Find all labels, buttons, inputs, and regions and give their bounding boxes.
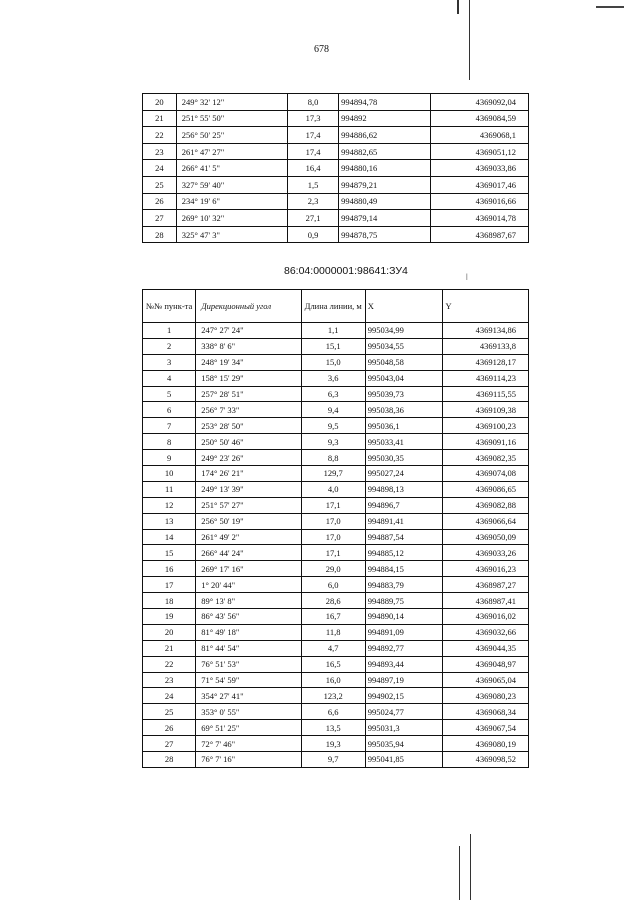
cell-x: 994893,44 <box>365 656 443 672</box>
cell-x: 994882,65 <box>339 143 431 160</box>
cell-point-number: 24 <box>143 160 177 177</box>
cell-direction-angle: 158° 15' 29" <box>196 370 301 386</box>
cell-y: 4368987,27 <box>443 577 529 593</box>
cell-point-number: 5 <box>143 386 196 402</box>
cell-point-number: 16 <box>143 561 196 577</box>
cell-line-length: 17,0 <box>301 529 365 545</box>
cell-line-length: 17,1 <box>301 545 365 561</box>
cell-y: 4369084,59 <box>431 110 529 127</box>
cell-point-number: 28 <box>143 226 177 243</box>
cell-y: 4369134,86 <box>443 323 529 339</box>
table-row <box>143 688 529 704</box>
table-row <box>143 704 529 720</box>
cell-point-number: 20 <box>143 94 177 111</box>
table-header <box>143 290 529 323</box>
cell-x: 995030,35 <box>365 450 443 466</box>
cell-x: 995039,73 <box>365 386 443 402</box>
cell-point-number: 21 <box>143 110 177 127</box>
table-row <box>143 160 529 177</box>
cell-direction-angle: 249° 13' 39" <box>196 481 301 497</box>
cell-y: 4369033,26 <box>443 545 529 561</box>
cell-direction-angle: 327° 59' 40" <box>176 176 287 193</box>
cell-line-length: 9,4 <box>301 402 365 418</box>
cell-line-length: 8,0 <box>287 94 338 111</box>
cell-line-length: 29,0 <box>301 561 365 577</box>
cell-direction-angle: 354° 27' 41" <box>196 688 301 704</box>
cell-y: 4369051,12 <box>431 143 529 160</box>
table-row <box>143 752 529 768</box>
cell-line-length: 0,9 <box>287 226 338 243</box>
scan-artifact-line <box>469 0 470 80</box>
cell-point-number: 23 <box>143 143 177 160</box>
cell-direction-angle: 250° 50' 46" <box>196 434 301 450</box>
cell-line-length: 17,4 <box>287 143 338 160</box>
cell-point-number: 10 <box>143 466 196 482</box>
table-row <box>143 577 529 593</box>
cell-x: 994896,7 <box>365 497 443 513</box>
cell-line-length: 3,6 <box>301 370 365 386</box>
parcel-cadastral-id: 86:04:0000001:98641:ЗУ4 <box>284 265 408 277</box>
table-row <box>143 640 529 656</box>
cell-line-length: 6,3 <box>301 386 365 402</box>
table-row <box>143 450 529 466</box>
cell-y: 4369016,23 <box>443 561 529 577</box>
cell-point-number: 11 <box>143 481 196 497</box>
cell-x: 994887,54 <box>365 529 443 545</box>
cell-point-number: 4 <box>143 370 196 386</box>
cell-line-length: 8,8 <box>301 450 365 466</box>
cell-y: 4368987,41 <box>443 593 529 609</box>
cell-y: 4369050,09 <box>443 529 529 545</box>
cell-line-length: 129,7 <box>301 466 365 482</box>
cell-x: 994879,14 <box>339 210 431 227</box>
table-row <box>143 402 529 418</box>
cell-direction-angle: 89° 13' 8" <box>196 593 301 609</box>
cell-line-length: 1,1 <box>301 323 365 339</box>
cell-direction-angle: 269° 10' 32" <box>176 210 287 227</box>
cell-x: 995041,85 <box>365 752 443 768</box>
cell-direction-angle: 325° 47' 3" <box>176 226 287 243</box>
cell-line-length: 17,1 <box>301 497 365 513</box>
scan-artifact-line <box>457 0 459 14</box>
cell-line-length: 16,0 <box>301 672 365 688</box>
header-y: Y <box>443 290 529 323</box>
cell-point-number: 8 <box>143 434 196 450</box>
cell-point-number: 23 <box>143 672 196 688</box>
cell-direction-angle: 1° 20' 44" <box>196 577 301 593</box>
cell-line-length: 1,5 <box>287 176 338 193</box>
cell-direction-angle: 253° 28' 50" <box>196 418 301 434</box>
cell-point-number: 6 <box>143 402 196 418</box>
table-body <box>143 323 529 768</box>
cell-point-number: 12 <box>143 497 196 513</box>
cell-x: 995048,58 <box>365 354 443 370</box>
cell-y: 4369080,23 <box>443 688 529 704</box>
cell-line-length: 15,0 <box>301 354 365 370</box>
table-row <box>143 609 529 625</box>
cell-y: 4369016,02 <box>443 609 529 625</box>
cell-direction-angle: 338° 8' 6" <box>196 338 301 354</box>
cell-line-length: 15,1 <box>301 338 365 354</box>
cell-point-number: 20 <box>143 624 196 640</box>
cell-point-number: 27 <box>143 736 196 752</box>
cell-y: 4369128,17 <box>443 354 529 370</box>
table-row <box>143 323 529 339</box>
cell-y: 4369091,16 <box>443 434 529 450</box>
cell-x: 995024,77 <box>365 704 443 720</box>
cell-x: 994880,16 <box>339 160 431 177</box>
header-point-number: №№ пунк-та <box>143 290 196 323</box>
cell-direction-angle: 248° 19' 34" <box>196 354 301 370</box>
cell-x: 994897,19 <box>365 672 443 688</box>
cell-y: 4369016,66 <box>431 193 529 210</box>
cell-line-length: 28,6 <box>301 593 365 609</box>
cell-y: 4369068,34 <box>443 704 529 720</box>
cell-x: 994892 <box>339 110 431 127</box>
cell-y: 4369068,1 <box>431 127 529 144</box>
cell-x: 994894,78 <box>339 94 431 111</box>
cell-direction-angle: 69° 51' 25" <box>196 720 301 736</box>
cell-y: 4368987,67 <box>431 226 529 243</box>
cell-point-number: 25 <box>143 704 196 720</box>
table-row <box>143 497 529 513</box>
cell-y: 4369082,35 <box>443 450 529 466</box>
cell-y: 4369098,52 <box>443 752 529 768</box>
cell-y: 4369017,46 <box>431 176 529 193</box>
cell-x: 995034,55 <box>365 338 443 354</box>
cell-y: 4369080,19 <box>443 736 529 752</box>
cell-x: 994883,79 <box>365 577 443 593</box>
cell-line-length: 6,6 <box>301 704 365 720</box>
header-x: X <box>365 290 443 323</box>
table-row <box>143 127 529 144</box>
cell-point-number: 19 <box>143 609 196 625</box>
cell-y: 4369086,65 <box>443 481 529 497</box>
cell-direction-angle: 261° 49' 2" <box>196 529 301 545</box>
cell-direction-angle: 261° 47' 27" <box>176 143 287 160</box>
cell-point-number: 7 <box>143 418 196 434</box>
table-row <box>143 226 529 243</box>
cell-y: 4369048,97 <box>443 656 529 672</box>
cell-x: 994890,14 <box>365 609 443 625</box>
page-number: 678 <box>314 44 329 55</box>
table-row <box>143 720 529 736</box>
cell-point-number: 22 <box>143 656 196 672</box>
cell-y: 4369074,08 <box>443 466 529 482</box>
cell-direction-angle: 256° 50' 19" <box>196 513 301 529</box>
cell-y: 4369114,23 <box>443 370 529 386</box>
cell-y: 4369033,86 <box>431 160 529 177</box>
cell-point-number: 21 <box>143 640 196 656</box>
cell-direction-angle: 353° 0' 55" <box>196 704 301 720</box>
cell-line-length: 19,3 <box>301 736 365 752</box>
cell-x: 994885,12 <box>365 545 443 561</box>
cell-y: 4369092,04 <box>431 94 529 111</box>
cell-line-length: 9,7 <box>301 752 365 768</box>
cell-line-length: 13,5 <box>301 720 365 736</box>
table-row <box>143 143 529 160</box>
cell-direction-angle: 251° 57' 27" <box>196 497 301 513</box>
table-row <box>143 386 529 402</box>
cell-x: 994898,13 <box>365 481 443 497</box>
cell-direction-angle: 174° 26' 21" <box>196 466 301 482</box>
table-row <box>143 434 529 450</box>
cell-x: 995027,24 <box>365 466 443 482</box>
cell-x: 994891,09 <box>365 624 443 640</box>
cell-line-length: 11,8 <box>301 624 365 640</box>
cell-y: 4369065,04 <box>443 672 529 688</box>
scan-tick-mark: ǀ <box>466 272 468 282</box>
table-row <box>143 193 529 210</box>
cell-x: 994880,49 <box>339 193 431 210</box>
cell-direction-angle: 249° 32' 12" <box>176 94 287 111</box>
cell-point-number: 15 <box>143 545 196 561</box>
cell-direction-angle: 256° 50' 25" <box>176 127 287 144</box>
cell-point-number: 17 <box>143 577 196 593</box>
table-row <box>143 561 529 577</box>
cell-line-length: 9,3 <box>301 434 365 450</box>
cell-point-number: 1 <box>143 323 196 339</box>
cell-line-length: 16,5 <box>301 656 365 672</box>
cell-point-number: 25 <box>143 176 177 193</box>
cell-direction-angle: 266° 44' 24" <box>196 545 301 561</box>
table-row <box>143 736 529 752</box>
cell-line-length: 6,0 <box>301 577 365 593</box>
cell-point-number: 3 <box>143 354 196 370</box>
cell-point-number: 2 <box>143 338 196 354</box>
scan-artifact-line <box>470 834 471 900</box>
table-row <box>143 94 529 111</box>
header-line-length: Длина линии, м <box>301 290 365 323</box>
cell-direction-angle: 72° 7' 46" <box>196 736 301 752</box>
cell-line-length: 123,2 <box>301 688 365 704</box>
table-row <box>143 513 529 529</box>
cell-y: 4369115,55 <box>443 386 529 402</box>
cell-direction-angle: 76° 51' 53" <box>196 656 301 672</box>
table-row <box>143 176 529 193</box>
cell-x: 995034,99 <box>365 323 443 339</box>
cell-point-number: 28 <box>143 752 196 768</box>
cell-line-length: 2,3 <box>287 193 338 210</box>
cell-y: 4369133,8 <box>443 338 529 354</box>
cell-y: 4369100,23 <box>443 418 529 434</box>
cell-x: 994902,15 <box>365 688 443 704</box>
cell-direction-angle: 81° 44' 54" <box>196 640 301 656</box>
cell-line-length: 16,7 <box>301 609 365 625</box>
cell-line-length: 9,5 <box>301 418 365 434</box>
cell-x: 994892,77 <box>365 640 443 656</box>
table-row <box>143 210 529 227</box>
cell-x: 995035,94 <box>365 736 443 752</box>
table-row <box>143 466 529 482</box>
cell-direction-angle: 234° 19' 6" <box>176 193 287 210</box>
table-body <box>143 94 529 243</box>
table-row <box>143 370 529 386</box>
cell-line-length: 17,0 <box>301 513 365 529</box>
table-row <box>143 338 529 354</box>
cell-point-number: 27 <box>143 210 177 227</box>
cell-point-number: 9 <box>143 450 196 466</box>
cell-y: 4369109,38 <box>443 402 529 418</box>
cell-direction-angle: 247° 27' 24" <box>196 323 301 339</box>
coordinates-table <box>142 289 529 768</box>
coordinates-table-continued <box>142 93 529 243</box>
table-row <box>143 110 529 127</box>
cell-y: 4369082,88 <box>443 497 529 513</box>
cell-direction-angle: 81° 49' 18" <box>196 624 301 640</box>
table-row <box>143 593 529 609</box>
table-row <box>143 529 529 545</box>
cell-direction-angle: 76° 7' 16" <box>196 752 301 768</box>
cell-y: 4369067,54 <box>443 720 529 736</box>
cell-point-number: 24 <box>143 688 196 704</box>
table-row <box>143 545 529 561</box>
cell-line-length: 4,7 <box>301 640 365 656</box>
table-row <box>143 672 529 688</box>
cell-line-length: 17,4 <box>287 127 338 144</box>
cell-x: 995038,36 <box>365 402 443 418</box>
cell-x: 994879,21 <box>339 176 431 193</box>
table-row <box>143 481 529 497</box>
cell-direction-angle: 256° 7' 33" <box>196 402 301 418</box>
cell-point-number: 26 <box>143 720 196 736</box>
table-row <box>143 656 529 672</box>
cell-point-number: 26 <box>143 193 177 210</box>
scan-artifact-mark <box>596 6 624 8</box>
cell-x: 994891,41 <box>365 513 443 529</box>
cell-x: 994878,75 <box>339 226 431 243</box>
cell-direction-angle: 257° 28' 51" <box>196 386 301 402</box>
cell-direction-angle: 249° 23' 26" <box>196 450 301 466</box>
header-row <box>143 290 529 323</box>
cell-x: 994884,15 <box>365 561 443 577</box>
cell-line-length: 17,3 <box>287 110 338 127</box>
cell-point-number: 22 <box>143 127 177 144</box>
cell-x: 995043,04 <box>365 370 443 386</box>
cell-point-number: 14 <box>143 529 196 545</box>
cell-x: 995033,41 <box>365 434 443 450</box>
cell-point-number: 13 <box>143 513 196 529</box>
cell-point-number: 18 <box>143 593 196 609</box>
scan-artifact-line <box>459 846 460 900</box>
cell-y: 4369066,64 <box>443 513 529 529</box>
table-row <box>143 418 529 434</box>
cell-x: 994886,62 <box>339 127 431 144</box>
cell-x: 994889,75 <box>365 593 443 609</box>
cell-y: 4369032,66 <box>443 624 529 640</box>
cell-direction-angle: 71° 54' 59" <box>196 672 301 688</box>
cell-line-length: 16,4 <box>287 160 338 177</box>
table-row <box>143 624 529 640</box>
cell-direction-angle: 266° 41' 5" <box>176 160 287 177</box>
cell-x: 995031,3 <box>365 720 443 736</box>
cell-direction-angle: 86° 43' 56" <box>196 609 301 625</box>
cell-line-length: 27,1 <box>287 210 338 227</box>
cell-y: 4369044,35 <box>443 640 529 656</box>
cell-y: 4369014,78 <box>431 210 529 227</box>
cell-direction-angle: 269° 17' 16" <box>196 561 301 577</box>
header-direction-angle: Дирекционный угол <box>196 290 301 323</box>
cell-line-length: 4,0 <box>301 481 365 497</box>
table-row <box>143 354 529 370</box>
cell-x: 995036,1 <box>365 418 443 434</box>
cell-direction-angle: 251° 55' 50" <box>176 110 287 127</box>
